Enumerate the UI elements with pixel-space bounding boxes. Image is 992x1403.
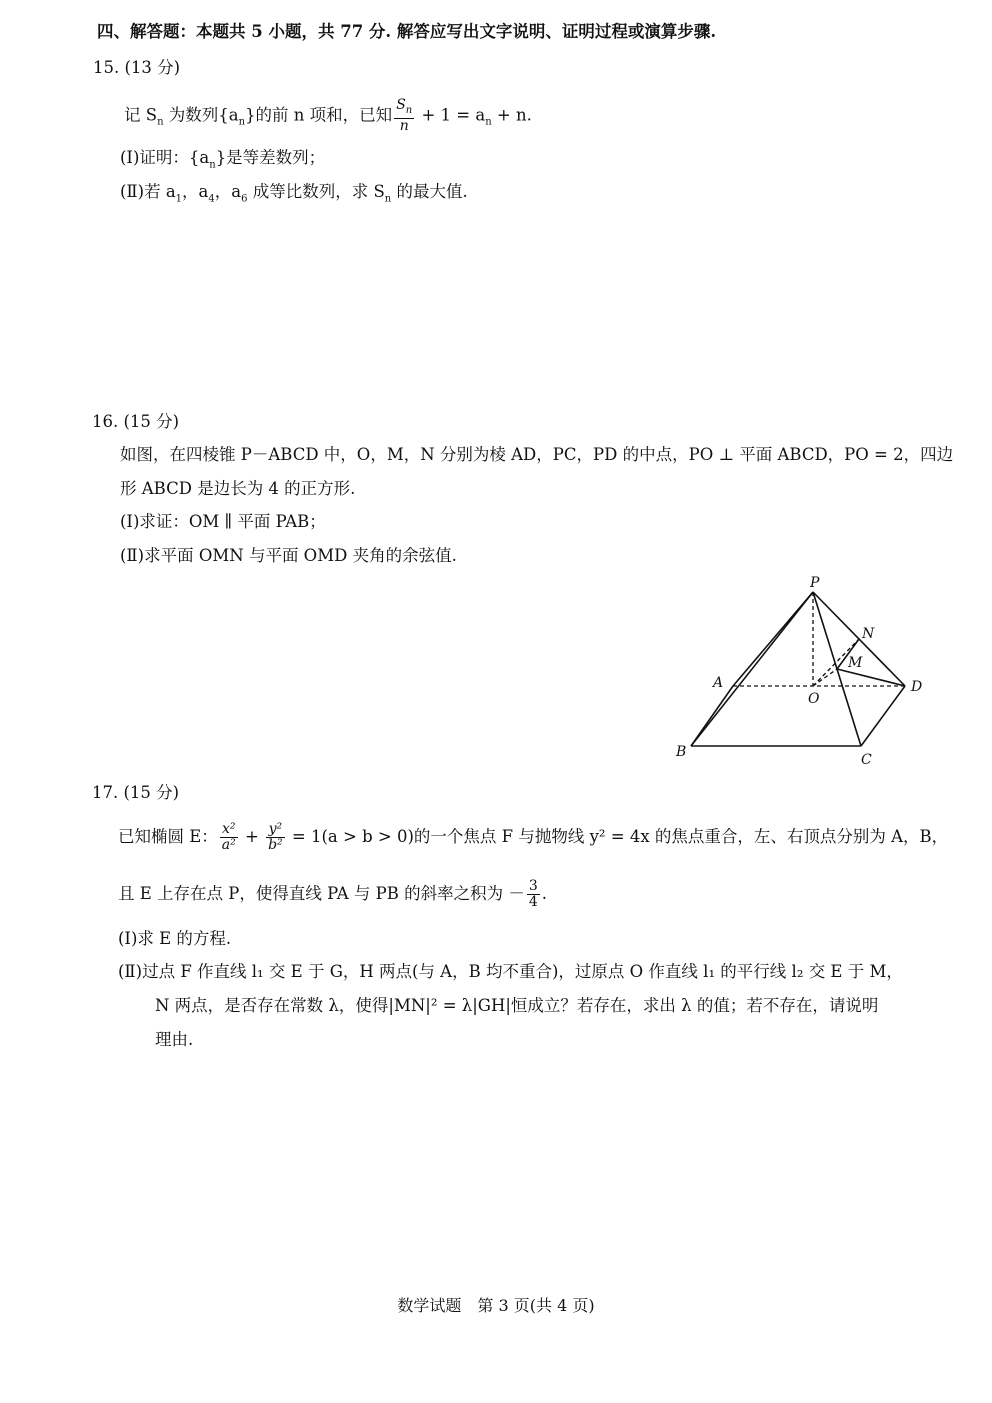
q15-header: 15. (13 分) [93,58,181,77]
q15-part2: (Ⅱ)若 $a_1$，$a_4$，$a_6$ 成等比数列，求 $S_n$ 的最大值. [120,182,468,205]
label-m: M [848,655,863,671]
label-p: P [810,575,820,591]
edge-pb [691,592,813,746]
q17-stem-line2: 且 E 上存在点 P，使得直线 PA 与 PB 的斜率之积为 － $\frac{3}{4}$ . [118,878,548,910]
section-heading: 四、解答题：本题共 5 小题，共 77 分. 解答应写出文字说明、证明过程或演算步骤. [97,22,717,41]
label-a: A [713,675,724,691]
label-n: N [862,626,875,642]
q17-fraction-x: $\frac{\text{x²}}{\text{a²}}$ [221,821,236,853]
q15-stem: 记 $S_n$ 为数列$\{a_n\}$的前 n 项和，已知 $\frac{S_n}{n}$ + $1 = a_n + n$. [124,97,532,134]
q17-part2-line3: 理由. [155,1030,194,1049]
label-o: O [808,691,820,707]
q16-part1: (Ⅰ)求证：OM ∥ 平面 PAB； [120,512,326,531]
label-d: D [911,679,923,695]
q17-part2-line2: N 两点，是否存在常数 λ，使得|MN|² = λ|GH|恒成立？若存在，求出 λ 的值；若不存在，请说明 [155,996,879,1015]
segment-om-hidden [813,669,837,686]
q17-fraction-slope: $\frac{3}{4}$ [528,878,538,910]
label-c: C [861,752,872,768]
q16-header: 16. (15 分) [92,412,180,431]
edge-cd [861,686,905,746]
q17-fraction-y: $\frac{\text{y²}}{\text{b²}}$ [268,821,283,853]
edge-pa [733,592,813,686]
q17-part1: (Ⅰ)求 E 的方程. [118,929,232,948]
q15-fraction: $\frac{S_n}{n}$ [396,97,413,134]
segment-md [837,669,905,686]
q16-stem-line2: 形 ABCD 是边长为 4 的正方形. [120,479,356,498]
pyramid-figure [665,570,935,770]
q16-part2: (Ⅱ)求平面 OMN 与平面 OMD 夹角的余弦值. [120,546,457,565]
page-footer: 数学试题 第 3 页(共 4 页) [397,1296,595,1315]
q16-stem-line1: 如图，在四棱锥 P－ABCD 中，O，M，N 分别为棱 AD，PC，PD 的中点，PO ⊥ 平面 ABCD，PO = 2，四边 [120,445,954,464]
q17-header: 17. (15 分) [92,783,180,802]
q17-stem-line1: 已知椭圆 E： $\frac{\text{x²}}{\text{a²}}$ + $\frac{\text{y²}}{\text{b²}}$ = 1(a > b > 0)的一个焦点 F 与抛物线 y² = 4x 的焦点重合，左、右顶点分别为 A，B， [118,821,949,853]
q15-part1: (Ⅰ)证明：$\{a_n\}$是等差数列； [120,148,326,171]
label-b: B [676,744,687,760]
q17-part2-line1: (Ⅱ)过点 F 作直线 l₁ 交 E 于 G，H 两点(与 A，B 均不重合)，过原点 O 作直线 l₁ 的平行线 l₂ 交 E 于 M， [118,962,903,981]
